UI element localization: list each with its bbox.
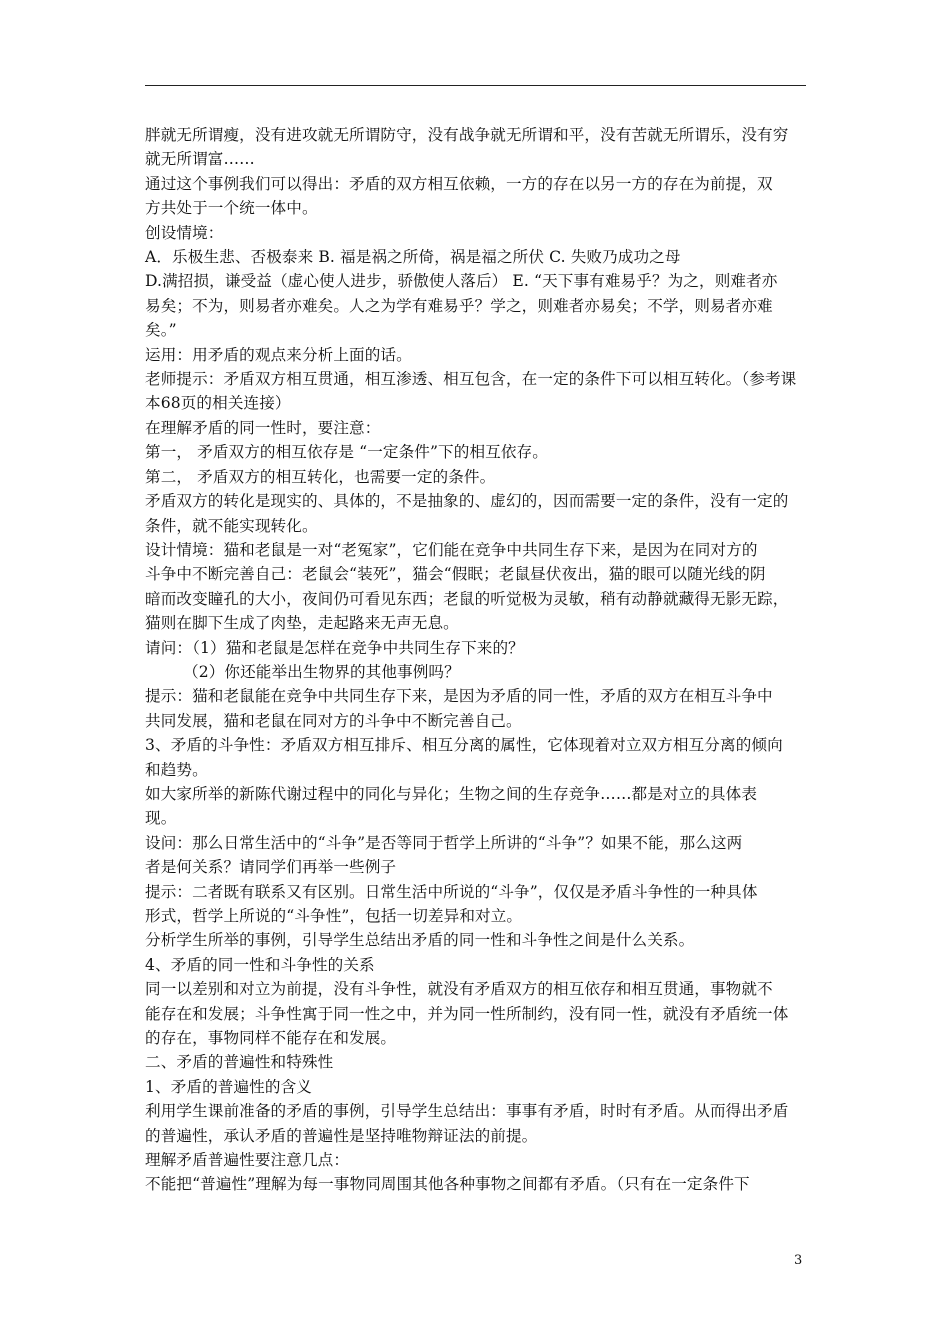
text-line: 和趋势。 — [145, 760, 208, 779]
text-line: 运用：用矛盾的观点来分析上面的话。 — [145, 345, 412, 364]
text-line: 通过这个事例我们可以得出：矛盾的双方相互依赖，一方的存在以另一方的存在为前提，双 — [145, 174, 773, 193]
text-line: 猫则在脚下生成了肉垫，走起路来无声无息。 — [145, 614, 459, 633]
text-line: 提示：猫和老鼠能在竞争中共同生存下来，是因为矛盾的同一性，矛盾的双方在相互斗争中 — [145, 687, 773, 706]
text-line: 提示：二者既有联系又有区别。日常生活中所说的“斗争”，仅仅是矛盾斗争性的一种具体 — [145, 882, 758, 901]
text-line: 理解矛盾普遍性要注意几点： — [145, 1151, 350, 1170]
text-line: 二、矛盾的普遍性和特殊性 — [145, 1053, 334, 1072]
text-line: 分析学生所举的事例，引导学生总结出矛盾的同一性和斗争性之间是什么关系。 — [145, 931, 695, 950]
text-line: （2）你还能举出生物界的其他事例吗？ — [183, 662, 460, 681]
page-number: 3 — [794, 1253, 803, 1268]
text-line: 者是何关系？请同学们再举一些例子 — [145, 858, 397, 877]
text-line: 4、矛盾的同一性和斗争性的关系 — [145, 955, 375, 974]
text-line: 方共处于一个统一体中。 — [145, 199, 318, 218]
text-line: 现。 — [145, 809, 177, 828]
text-line: D.满招损，谦受益（虚心使人进步，骄傲使人落后） E. “天下事有难易乎？为之，则难者亦 — [145, 272, 778, 291]
document-body — [145, 123, 810, 1197]
text-line: 的普遍性，承认矛盾的普遍性是坚持唯物辩证法的前提。 — [145, 1126, 538, 1145]
text-line: 创设情境： — [145, 223, 224, 242]
text-line: 第一， 矛盾双方的相互依存是 “一定条件”下的相互依存。 — [145, 443, 548, 462]
text-line: 形式，哲学上所说的“斗争性”，包括一切差异和对立。 — [145, 907, 523, 925]
text-line: 不能把“普遍性”理解为每一事物同周围其他各种事物之间都有矛盾。（只有在一定条件下 — [145, 1175, 750, 1194]
text-line: 如大家所举的新陈代谢过程中的同化与异化；生物之间的生存竞争……都是对立的具体表 — [145, 784, 758, 803]
text-line: A．乐极生悲、否极泰来 B. 福是祸之所倚，祸是福之所伏 C. 失败乃成功之母 — [145, 248, 681, 267]
text-line: 斗争中不断完善自己：老鼠会“装死”，猫会“假眠；老鼠昼伏夜出，猫的眼可以随光线的阴 — [145, 565, 766, 584]
text-line: 请问：（1）猫和老鼠是怎样在竞争中共同生存下来的？ — [145, 638, 524, 657]
text-line: 就无所谓富…… — [145, 150, 255, 169]
text-line: 矣。” — [145, 321, 177, 340]
text-line: 利用学生课前准备的矛盾的事例，引导学生总结出：事事有矛盾，时时有矛盾。从而得出矛盾 — [145, 1102, 789, 1121]
text-line: 第二， 矛盾双方的相互转化，也需要一定的条件。 — [145, 467, 496, 486]
text-line: 共同发展，猫和老鼠在同对方的斗争中不断完善自己。 — [145, 711, 522, 730]
text-line: 条件，就不能实现转化。 — [145, 516, 318, 535]
text-line: 暗而改变瞳孔的大小，夜间仍可看见东西；老鼠的听觉极为灵敏，稍有动静就藏得无影无踪， — [145, 589, 789, 608]
text-line: 能存在和发展；斗争性寓于同一性之中，并为同一性所制约，没有同一性，就没有矛盾统一体 — [145, 1004, 789, 1023]
text-line: 设计情境：猫和老鼠是一对“老冤家”，它们能在竞争中共同生存下来，是因为在同对方的 — [145, 540, 758, 559]
text-line: 的存在，事物同样不能存在和发展。 — [145, 1029, 397, 1048]
text-line: 易矣；不为，则易者亦难矣。人之为学有难易乎？学之，则难者亦易矣；不学，则易者亦难 — [145, 296, 773, 315]
text-line: 胖就无所谓瘦，没有进攻就无所谓防守，没有战争就无所谓和平，没有苦就无所谓乐，没有穷 — [145, 126, 789, 144]
text-line: 同一以差别和对立为前提，没有斗争性，就没有矛盾双方的相互依存和相互贯通，事物就不 — [145, 980, 773, 999]
text-line: 3、矛盾的斗争性：矛盾双方相互排斥、相互分离的属性，它体现着对立双方相互分离的倾向 — [145, 736, 783, 755]
text-line: 本68页的相关连接） — [145, 394, 291, 413]
text-line: 老师提示：矛盾双方相互贯通，相互渗透、相互包含，在一定的条件下可以相互转化。（参考课 — [145, 370, 797, 389]
header-rule — [145, 85, 806, 86]
text-line: 在理解矛盾的同一性时，要注意： — [145, 418, 381, 437]
text-line: 矛盾双方的转化是现实的、具体的，不是抽象的、虚幻的，因而需要一定的条件，没有一定的 — [145, 492, 789, 511]
text-line: 1、矛盾的普遍性的含义 — [145, 1077, 312, 1096]
text-line: 设问：那么日常生活中的“斗争”是否等同于哲学上所讲的“斗争”？如果不能，那么这两 — [145, 833, 743, 852]
